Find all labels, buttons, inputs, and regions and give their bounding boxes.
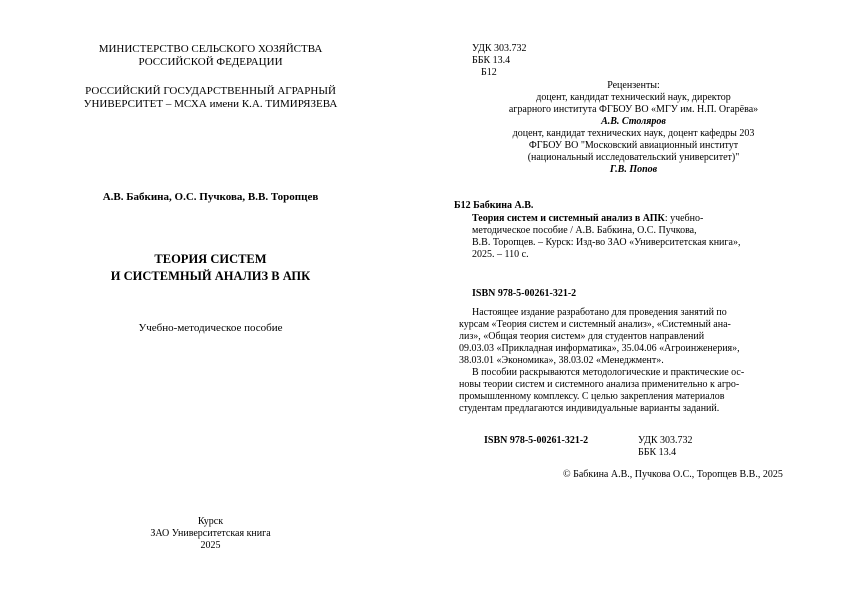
annotation2-line-3: промышленному комплексу. С целью закрепления материалов (459, 391, 725, 402)
biblio-rest: : учебно- (664, 213, 704, 224)
ministry-line-2: РОССИЙСКОЙ ФЕДЕРАЦИИ (138, 56, 283, 68)
imprint-block (0, 516, 421, 552)
book-title (0, 251, 421, 285)
biblio-description (472, 213, 790, 261)
annotation1-line-1: Настоящее издание разработано для проведения занятий по (472, 307, 727, 318)
university-line-2: УНИВЕРСИТЕТ – МСХА имени К.А. ТИМИРЯЗЕВА (83, 98, 338, 110)
biblio-line-3: 2025. – 110 с. (472, 249, 529, 260)
udc-code: УДК 303.732 (472, 43, 527, 54)
biblio-heading: Б12 Бабкина А.В. (454, 200, 534, 211)
university-block (0, 85, 421, 111)
copyright-page (421, 0, 842, 595)
reviewer1-line-2: аграрного института ФГБОУ ВО «МГУ им. Н.П. Огарёва» (508, 104, 759, 115)
imprint-city: Курск (197, 516, 224, 527)
annotation1-line-4: 09.03.03 «Прикладная информатика», 35.04.06 «Агроинженерия», (459, 343, 740, 354)
book-title-line-2: И СИСТЕМНЫЙ АНАЛИЗ В АПК (110, 269, 311, 283)
udc-block (472, 43, 527, 79)
imprint-publisher: ЗАО Университетская книга (150, 528, 271, 539)
classification-bottom (638, 435, 693, 459)
biblio-line-1: методическое пособие / А.В. Бабкина, О.С. Пучкова, (472, 225, 697, 236)
copyright-notice: © Бабкина А.В., Пучкова О.С., Торопцев В.В., 2025 (563, 469, 783, 480)
book-subtitle: Учебно-методическое пособие (138, 322, 283, 334)
biblio-title: Теория систем и системный анализ в АПК (472, 213, 665, 224)
book-title-line-1: ТЕОРИЯ СИСТЕМ (154, 252, 267, 266)
authors: А.В. Бабкина, О.С. Пучкова, В.В. Торопцев (102, 191, 319, 203)
udc-bottom: УДК 303.732 (638, 435, 693, 446)
reviewer2-line-2: ФГБОУ ВО "Московский авиационный институт (528, 140, 739, 151)
author-mark: Б12 (481, 67, 497, 78)
annotation2-line-2: новы теории систем и системного анализа применительно к агро- (459, 379, 740, 390)
bbk-bottom: ББК 13.4 (638, 447, 677, 458)
annotation2-line-4: студентам предлагаются индивидуальные варианты заданий. (459, 403, 720, 414)
ministry-line-1: МИНИСТЕРСТВО СЕЛЬСКОГО ХОЗЯЙСТВА (98, 43, 323, 55)
university-line-1: РОССИЙСКИЙ ГОСУДАРСТВЕННЫЙ АГРАРНЫЙ (85, 85, 336, 97)
reviewers-heading: Рецензенты: (607, 80, 660, 91)
bbk-code: ББК 13.4 (472, 55, 511, 66)
annotation2-line-1: В пособии раскрываются методологические и практические ос- (472, 367, 745, 378)
ministry-block (0, 43, 421, 69)
isbn: ISBN 978-5-00261-321-2 (472, 288, 577, 299)
isbn-bottom: ISBN 978-5-00261-321-2 (484, 435, 589, 446)
reviewer2-line-1: доцент, кандидат технических наук, доцент кафедры 203 (512, 128, 755, 139)
reviewer2-line-3: (национальный исследовательский университет)" (527, 152, 740, 163)
annotation1-line-5: 38.03.01 «Экономика», 38.03.02 «Менеджмент». (459, 355, 664, 366)
reviewers-block (461, 80, 806, 176)
imprint-year: 2025 (200, 540, 221, 551)
reviewer2-name: Г.В. Попов (609, 164, 658, 175)
annotation1-line-3: лиз», «Общая теория систем» для студентов направлений (459, 331, 705, 342)
reviewer1-name: А.В. Столяров (601, 116, 666, 127)
biblio-line-2: В.В. Торопцев. – Курск: Изд-во ЗАО «Университетская книга», (472, 237, 741, 248)
annotation1-line-2: курсам «Теория систем и системный анализ», «Системный ана- (459, 319, 731, 330)
reviewer1-line-1: доцент, кандидат технический наук, директор (536, 92, 731, 103)
annotation (459, 307, 790, 415)
